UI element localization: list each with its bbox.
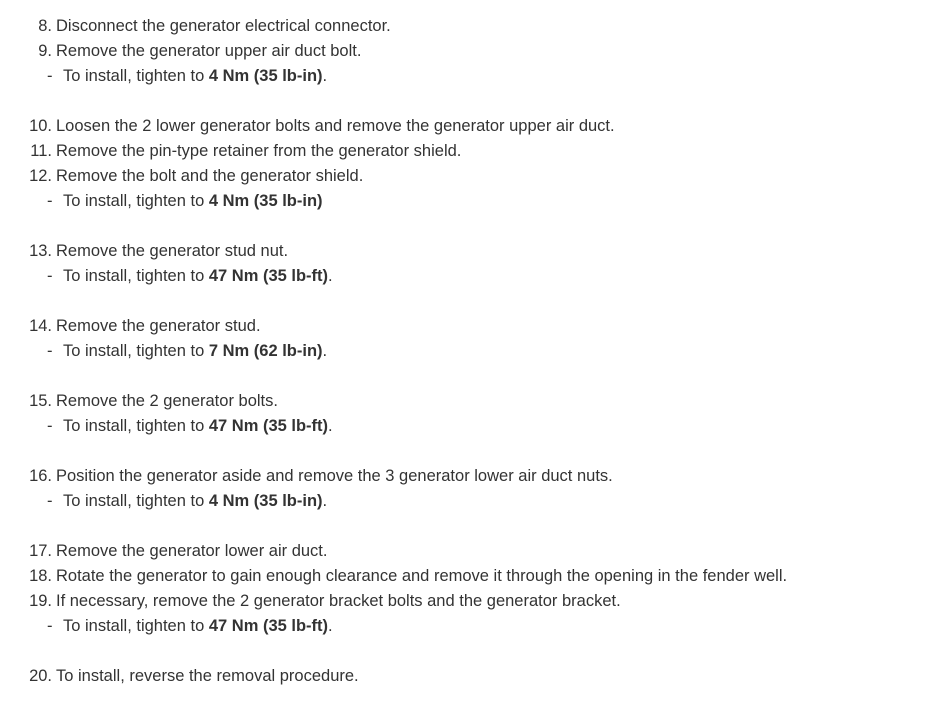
step-text: Disconnect the generator electrical connector. <box>56 17 391 35</box>
torque-value: 7 Nm (62 lb-in) <box>208 342 323 360</box>
step-text: Remove the generator upper air duct bolt. <box>56 42 362 60</box>
note-dash: - <box>47 342 53 360</box>
install-note <box>47 614 333 639</box>
torque-value: 47 Nm (35 lb-ft) <box>208 267 329 285</box>
note-text: To install, tighten to <box>63 67 209 85</box>
install-note <box>47 414 333 439</box>
note-text: To install, tighten to <box>63 267 209 285</box>
step-20 <box>0 664 359 689</box>
step-text: Remove the bolt and the generator shield. <box>56 167 364 185</box>
step-12 <box>0 164 363 189</box>
note-dash: - <box>47 417 53 435</box>
step-11 <box>0 139 461 164</box>
note-text: To install, tighten to <box>63 417 209 435</box>
step-9 <box>0 39 361 64</box>
install-note <box>47 339 327 364</box>
step-text: Remove the generator stud nut. <box>56 242 289 260</box>
torque-value: 4 Nm (35 lb-in) <box>208 67 323 85</box>
note-dash: - <box>47 267 53 285</box>
step-8 <box>0 14 391 39</box>
note-text: To install, tighten to <box>63 492 209 510</box>
step-text: Remove the generator stud. <box>56 317 261 335</box>
step-text: Remove the 2 generator bolts. <box>56 392 278 410</box>
note-dash: - <box>47 67 53 85</box>
note-text: To install, tighten to <box>63 342 209 360</box>
torque-value: 47 Nm (35 lb-ft) <box>208 617 329 635</box>
step-number: 13. <box>29 242 52 260</box>
note-text: To install, tighten to <box>63 617 209 635</box>
install-note <box>47 64 327 89</box>
note-dash: - <box>47 617 53 635</box>
step-18 <box>0 564 787 589</box>
install-note <box>47 264 333 289</box>
step-number: 11. <box>30 142 52 160</box>
step-number: 8. <box>38 17 52 35</box>
step-text: Rotate the generator to gain enough clearance and remove it through the opening in the fender well. <box>56 567 788 585</box>
step-number: 10. <box>29 117 52 135</box>
step-number: 18. <box>29 567 52 585</box>
torque-value: 4 Nm (35 lb-in) <box>208 492 323 510</box>
note-end: . <box>328 417 333 435</box>
step-14 <box>0 314 261 339</box>
step-number: 15. <box>29 392 52 410</box>
torque-value: 47 Nm (35 lb-ft) <box>208 417 329 435</box>
step-number: 16. <box>29 467 52 485</box>
step-text: If necessary, remove the 2 generator bracket bolts and the generator bracket. <box>56 592 621 610</box>
note-end: . <box>322 492 328 510</box>
step-number: 17. <box>29 542 52 560</box>
step-13 <box>0 239 288 264</box>
note-end: . <box>322 342 328 360</box>
note-end: . <box>328 617 333 635</box>
step-number: 12. <box>29 167 52 185</box>
torque-value: 4 Nm (35 lb-in) <box>208 192 323 210</box>
step-text: Position the generator aside and remove the 3 generator lower air duct nuts. <box>56 467 613 485</box>
install-note <box>47 489 327 514</box>
step-16 <box>0 464 613 489</box>
step-number: 14. <box>29 317 52 335</box>
note-dash: - <box>47 492 53 510</box>
step-19 <box>0 589 621 614</box>
step-number: 20. <box>29 667 52 685</box>
step-text: Remove the pin-type retainer from the generator shield. <box>56 142 462 160</box>
step-10 <box>0 114 615 139</box>
step-text: Loosen the 2 lower generator bolts and remove the generator upper air duct. <box>56 117 615 135</box>
step-text: Remove the generator lower air duct. <box>56 542 328 560</box>
step-15 <box>0 389 278 414</box>
note-end: . <box>328 267 333 285</box>
step-17 <box>0 539 327 564</box>
note-end: . <box>322 67 328 85</box>
step-text: To install, reverse the removal procedure. <box>56 667 359 685</box>
step-number: 19. <box>29 592 52 610</box>
note-text: To install, tighten to <box>63 192 209 210</box>
step-number: 9. <box>38 42 52 60</box>
install-note <box>47 189 323 214</box>
note-dash: - <box>47 192 53 210</box>
